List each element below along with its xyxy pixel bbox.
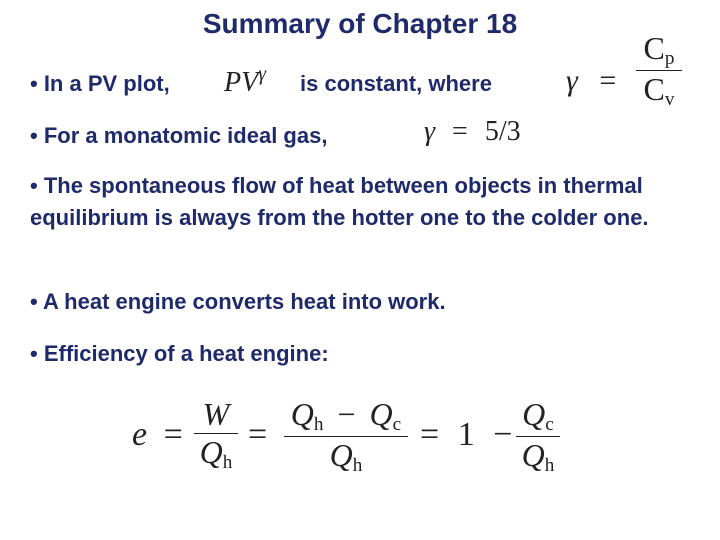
- pv-gamma-formula: $PV^\gamma$: [224, 64, 266, 98]
- bullet-pv-plot: • In a PV plot,: [30, 71, 170, 96]
- bullet-constant-where: is constant, where: [300, 71, 492, 96]
- equals-one-minus: = 1 −: [420, 416, 513, 453]
- bullet-monatomic-gas: • For a monatomic ideal gas,: [30, 123, 328, 148]
- w-over-qh-fraction: W $Q_h$: [194, 396, 238, 474]
- slide-title: Summary of Chapter 18: [202, 8, 518, 39]
- qh-minus-qc-over-qh-fraction: $Q_h - Q_c$ $Q_h$: [284, 396, 408, 477]
- gamma-five-thirds-formula: γ = 5/3: [424, 116, 521, 147]
- qc-over-qh-fraction: $Q_c$ $Q_h$: [516, 396, 560, 477]
- equals-sign-2: =: [248, 416, 268, 453]
- bullet-heat-flow: • The spontaneous flow of heat between objects in thermal equilibrium is always from the hotter one to the colder one.: [30, 173, 649, 230]
- bullet-heat-engine: • A heat engine converts heat into work.: [30, 289, 446, 314]
- efficiency-symbol: e =: [132, 416, 183, 453]
- bullet-efficiency: • Efficiency of a heat engine:: [30, 341, 329, 366]
- cp-over-cv-fraction: $C_p$ $C_v$: [636, 30, 682, 111]
- gamma-definition-formula: γ =: [566, 64, 617, 97]
